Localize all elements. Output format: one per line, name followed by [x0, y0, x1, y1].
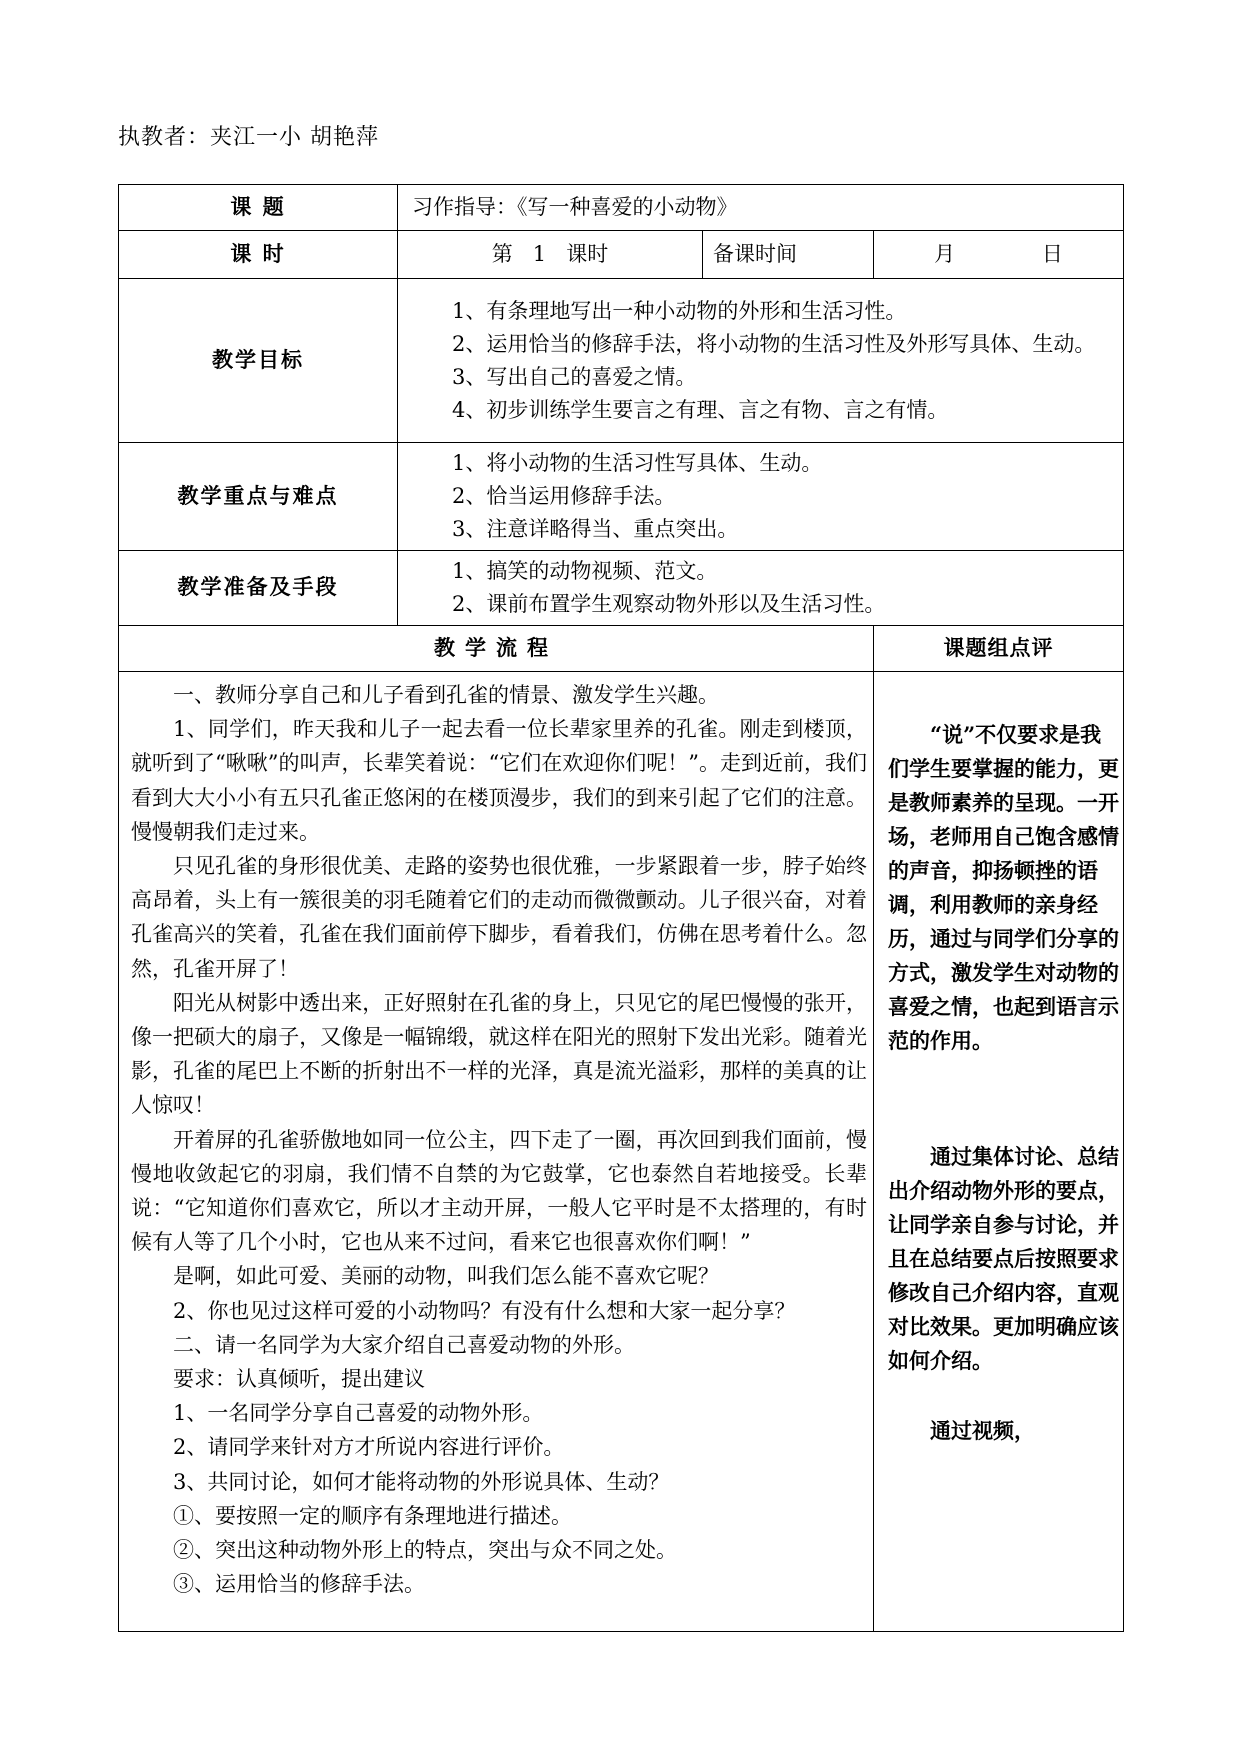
comment-paragraph: “说”不仅要求是我们学生要掌握的能力，更是教师素养的呈现。一开场，老师用自己饱含感情的声音，抑扬顿挫的语调，利用教师的亲身经历，通过与同学们分享的方式，激发学生对动物的喜爱之情，也起到语言示范的作用。	[888, 722, 1119, 1053]
flow-paragraph: ①、要按照一定的顺序有条理地进行描述。	[173, 1503, 572, 1528]
flow-paragraph: 二、请一名同学为大家介绍自己喜爱动物的外形。	[173, 1332, 635, 1357]
goals-row	[119, 279, 1124, 443]
goals-list	[398, 279, 1124, 443]
key-points-label: 教学重点与难点	[119, 443, 398, 551]
flow-paragraph: 一、教师分享自己和儿子看到孔雀的情景、激发学生兴趣。	[173, 683, 719, 707]
preparation-row	[119, 551, 1124, 626]
preparation-label: 教学准备及手段	[119, 551, 398, 626]
flow-paragraph: 2、你也见过这样可爱的小动物吗？有没有什么想和大家一起分享？	[173, 1298, 796, 1323]
topic-value: 习作指导：《写一种喜爱的小动物》	[398, 185, 1124, 231]
period-value: 第 1 课时	[398, 231, 703, 279]
key-points-list	[398, 443, 1124, 551]
key-point-item: 2、恰当运用修辞手法。	[452, 484, 676, 508]
prep-date-value: 月 日	[874, 231, 1124, 279]
goal-item: 3、写出自己的喜爱之情。	[452, 364, 697, 389]
flow-body-row	[119, 672, 1124, 1632]
key-point-item: 1、将小动物的生活习性写具体、生动。	[452, 451, 823, 475]
flow-paragraph: ②、突出这种动物外形上的特点，突出与众不同之处。	[173, 1538, 677, 1563]
key-point-item: 3、注意详略得当、重点突出。	[452, 517, 739, 541]
goals-label: 教学目标	[119, 279, 398, 443]
flow-paragraph: 2、请同学来针对方才所说内容进行评价。	[173, 1435, 565, 1460]
comment-column	[874, 672, 1124, 1632]
flow-paragraph: 阳光从树影中透出来，正好照射在孔雀的身上，只见它的尾巴慢慢的张开，像一把硕大的扇子，又像是一幅锦缎，就这样在阳光的照射下发出光彩。随着光影，孔雀的尾巴上不断的折射出不一样的光泽，真是流光溢彩，那样的美真的让人惊叹！	[131, 990, 867, 1118]
flow-header: 教学流程	[119, 626, 874, 672]
topic-row	[119, 185, 1124, 231]
flow-content	[119, 672, 874, 1632]
flow-paragraph: 只见孔雀的身形很优美、走路的姿势也很优雅，一步紧跟着一步，脖子始终高昂着，头上有一簇很美的羽毛随着它们的走动而微微颤动。儿子很兴奋，对着孔雀高兴的笑着，孔雀在我们面前停下脚步，看着我们，仿佛在思考着什么。忽然，孔雀开屏了！	[131, 854, 867, 981]
comment-paragraph: 通过集体讨论、总结出介绍动物外形的要点，让同学亲自参与讨论，并且在总结要点后按照要求修改自己介绍内容，直观对比效果。更加明确应该如何介绍。	[888, 1144, 1119, 1373]
key-points-row	[119, 443, 1124, 551]
goal-item: 1、有条理地写出一种小动物的外形和生活习性。	[452, 298, 907, 323]
period-row	[119, 231, 1124, 279]
preparation-item: 2、课前布置学生观察动物外形以及生活习性。	[452, 592, 886, 616]
lesson-plan-table	[118, 184, 1124, 1632]
preparation-item: 1、搞笑的动物视频、范文。	[452, 559, 718, 583]
flow-paragraph: 是啊，如此可爱、美丽的动物，叫我们怎么能不喜欢它呢？	[173, 1264, 719, 1289]
flow-paragraph: 3、共同讨论，如何才能将动物的外形说具体、生动？	[173, 1469, 670, 1494]
flow-header-row	[119, 626, 1124, 672]
comment-paragraph: 通过视频，	[930, 1418, 1035, 1443]
author-line: 执教者：夹江一小 胡艳萍	[118, 125, 379, 150]
goal-item: 2、运用恰当的修辞手法，将小动物的生活习性及外形写具体、生动。	[452, 331, 1096, 356]
comment-header: 课题组点评	[874, 626, 1124, 672]
flow-paragraph: 开着屏的孔雀骄傲地如同一位公主，四下走了一圈，再次回到我们面前，慢慢地收敛起它的羽扇，我们情不自禁的为它鼓掌，它也泰然自若地接受。长辈说：“它知道你们喜欢它，所以才主动开屏，一般人它平时是不太搭理的，有时候有人等了几个小时，它也从来不过问，看来它也很喜欢你们啊！”	[131, 1127, 867, 1255]
flow-paragraph: 要求：认真倾听，提出建议	[173, 1367, 425, 1392]
prep-time-label: 备课时间	[703, 231, 874, 279]
period-label: 课 时	[119, 231, 398, 279]
topic-label: 课 题	[119, 185, 398, 231]
flow-paragraph: 1、一名同学分享自己喜爱的动物外形。	[173, 1401, 544, 1426]
preparation-list	[398, 551, 1124, 626]
goal-item: 4、初步训练学生要言之有理、言之有物、言之有情。	[452, 397, 949, 422]
flow-paragraph: ③、运用恰当的修辞手法。	[173, 1572, 425, 1597]
flow-paragraph: 1、同学们，昨天我和儿子一起去看一位长辈家里养的孔雀。刚走到楼顶，就听到了“啾啾”的叫声，长辈笑着说：“它们在欢迎你们呢！”。走到近前，我们看到大大小小有五只孔雀正悠闲的在楼顶漫步，我们的到来引起了它们的注意。慢慢朝我们走过来。	[131, 717, 867, 844]
